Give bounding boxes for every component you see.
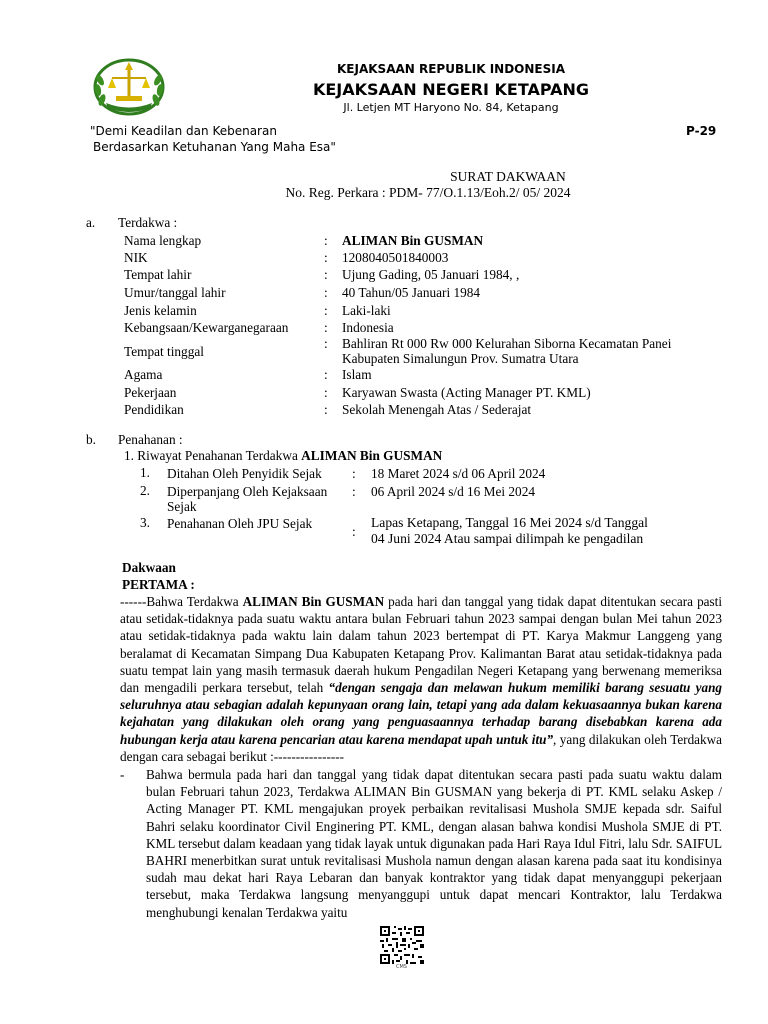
detention-item-label: Diperpanjang Oleh Kejaksaan [167, 484, 328, 499]
field-value-address-1: Bahliran Rt 000 Rw 000 Kelurahan Siborna Kecamatan Panei [342, 336, 672, 351]
field-value: 40 Tahun/05 Januari 1984 [342, 285, 481, 300]
field-colon: : [324, 267, 328, 282]
field-value-name: ALIMAN Bin GUSMAN [342, 233, 484, 248]
field-label: NIK [124, 250, 148, 265]
detention-item-value-cont: 04 Juni 2024 Atau sampai dilimpah ke pengadilan [371, 531, 644, 546]
qr-code [380, 926, 424, 964]
field-value: Islam [342, 367, 372, 382]
detention-item-number: 1. [140, 465, 150, 480]
field-colon: : [324, 367, 328, 382]
detention-item-label: Penahanan Oleh JPU Sejak [167, 516, 313, 531]
field-value: Karyawan Swasta (Acting Manager PT. KML) [342, 385, 591, 400]
field-label: Agama [124, 367, 163, 382]
field-colon: : [324, 233, 328, 248]
dakwaan-sub-heading: PERTAMA : [122, 577, 195, 592]
detention-item-number: 2. [140, 483, 150, 498]
field-colon: : [324, 336, 328, 351]
field-label: Pendidikan [124, 402, 184, 417]
field-colon: : [324, 402, 328, 417]
field-colon: : [324, 250, 328, 265]
detention-item-value: 06 April 2024 s/d 16 Mei 2024 [371, 484, 535, 499]
detention-item-colon: : [352, 484, 356, 499]
org-main-title: KEJAKSAAN NEGERI KETAPANG [312, 80, 590, 99]
field-label: Nama lengkap [124, 233, 202, 248]
section-a-marker: a. [86, 215, 96, 230]
detention-history-heading: 1. Riwayat Penahanan Terdakwa ALIMAN Bin GUSMAN [124, 448, 443, 463]
qr-caption: CMS [396, 964, 407, 970]
registration-number: No. Reg. Perkara : PDM- 77/O.1.13/Eoh.2/ 05/ 2024 [285, 185, 571, 200]
form-code: P-29 [686, 124, 717, 138]
document-title: SURAT DAKWAAN [450, 169, 566, 184]
detention-item-colon: : [352, 466, 356, 481]
dakwaan-paragraph: ------Bahwa Terdakwa ALIMAN Bin GUSMAN pada hari dan tanggal yang tidak dapat ditentukan secara pasti atau setidak-tidaknya pada suatu waktu antara bulan Februari tahun 2023 sampai dengan bulan Mei tahun 2023 atau setidak-tidaknya pada waktu lain dalam tahun 2023 bertempat di PT. Karya Makmur Langgeng yang beralamat di Kecamatan Simpang Dua Kabupaten Ketapang Prov. Kalimantan Barat atau setidak-tidaknya pada suatu tempat lain yang masih termasuk daerah hukum Pengadilan Negeri Ketapang yang berwenang memeriksa dan mengadili perkara tersebut, telah “dengan sengaja dan melawan hukum memiliki barang sesuatu yang seluruhnya atau sebagian adalah kepunyaan orang lain, tetapi yang ada dalam kekuasaannya bukan karena kejahatan yang dilakukan oleh orang yang penguasaannya terhadap barang disebabkan karena ada hubungan kerja atau karena pencarian atau karena mendapat upah untuk itu”, yang dilakukan oleh Terdakwa dengan cara sebagai berikut :---------------- [120, 594, 723, 764]
field-value: 1208040501840003 [342, 250, 449, 265]
detention-item-value: 18 Maret 2024 s/d 06 April 2024 [371, 466, 546, 481]
field-value: Indonesia [342, 320, 394, 335]
section-b-heading: Penahanan : [118, 432, 183, 447]
dakwaan-heading: Dakwaan [122, 560, 176, 575]
field-label: Tempat lahir [124, 267, 192, 282]
org-address: Jl. Letjen MT Haryono No. 84, Ketapang [343, 101, 559, 114]
field-label: Kebangsaan/Kewarganegaraan [124, 320, 289, 335]
field-label: Umur/tanggal lahir [124, 285, 226, 300]
motto-line-2: Berdasarkan Ketuhanan Yang Maha Esa" [93, 140, 336, 154]
detention-item-label-cont: Sejak [167, 499, 197, 514]
field-colon: : [324, 303, 328, 318]
field-value: Laki-laki [342, 303, 391, 318]
detention-item-colon: : [352, 524, 356, 539]
field-value: Ujung Gading, 05 Januari 1984, , [342, 267, 520, 282]
detention-item-value: Lapas Ketapang, Tanggal 16 Mei 2024 s/d Tanggal [371, 515, 648, 530]
field-label: Tempat tinggal [124, 344, 204, 359]
field-colon: : [324, 285, 328, 300]
field-colon: : [324, 385, 328, 400]
section-a-heading: Terdakwa : [118, 215, 178, 230]
section-b-marker: b. [86, 432, 96, 447]
org-top-label: KEJAKSAAN REPUBLIK INDONESIA [337, 62, 565, 76]
field-value: Sekolah Menengah Atas / Sederajat [342, 402, 532, 417]
field-value-address-2: Kabupaten Simalungun Prov. Sumatra Utara [342, 351, 579, 366]
motto-line-1: "Demi Keadilan dan Kebenaran [90, 124, 277, 138]
detention-item-number: 3. [140, 515, 150, 530]
bullet-dash: - [120, 767, 125, 783]
dakwaan-bullet-item: - Bahwa bermula pada hari dan tanggal yang tidak dapat ditentukan secara pasti pada suatu waktu dalam bulan Februari tahun 2023, Terdakwa ALIMAN Bin GUSMAN yang bekerja di PT. KML selaku Askep / Acting Manager PT. KML mengajukan proyek perbaikan revitalisasi Mushola SMJE kepada sdr. Saiful Bahri selaku koordinator Civil Enginering PT. KML, dengan alasan bahwa kondisi Mushola SMJE di PT. KML tersebut dalam keadaan yang tidak layak untuk digunakan pada Hari Raya Idul Fitri, lalu Sdr. SAIFUL BAHRI menerbitkan surat untuk revitalisasi Mushola namun dengan alasan karena pada saat itu kondisinya sudah mau dekat hari Raya Lebaran dan banyak kontraktor yang tidak dapat menyanggupi pekerjaan tersebut, maka Terdakwa langsung menyanggupi untuk dapat mencari Kontraktor, lalu Terdakwa menghubungi kenalan Terdakwa yaitu [120, 767, 722, 920]
detention-item-label: Ditahan Oleh Penyidik Sejak [167, 466, 322, 481]
dakwaan-body [120, 593, 722, 921]
field-label: Jenis kelamin [124, 303, 197, 318]
field-colon: : [324, 320, 328, 335]
field-label: Pekerjaan [124, 385, 177, 400]
